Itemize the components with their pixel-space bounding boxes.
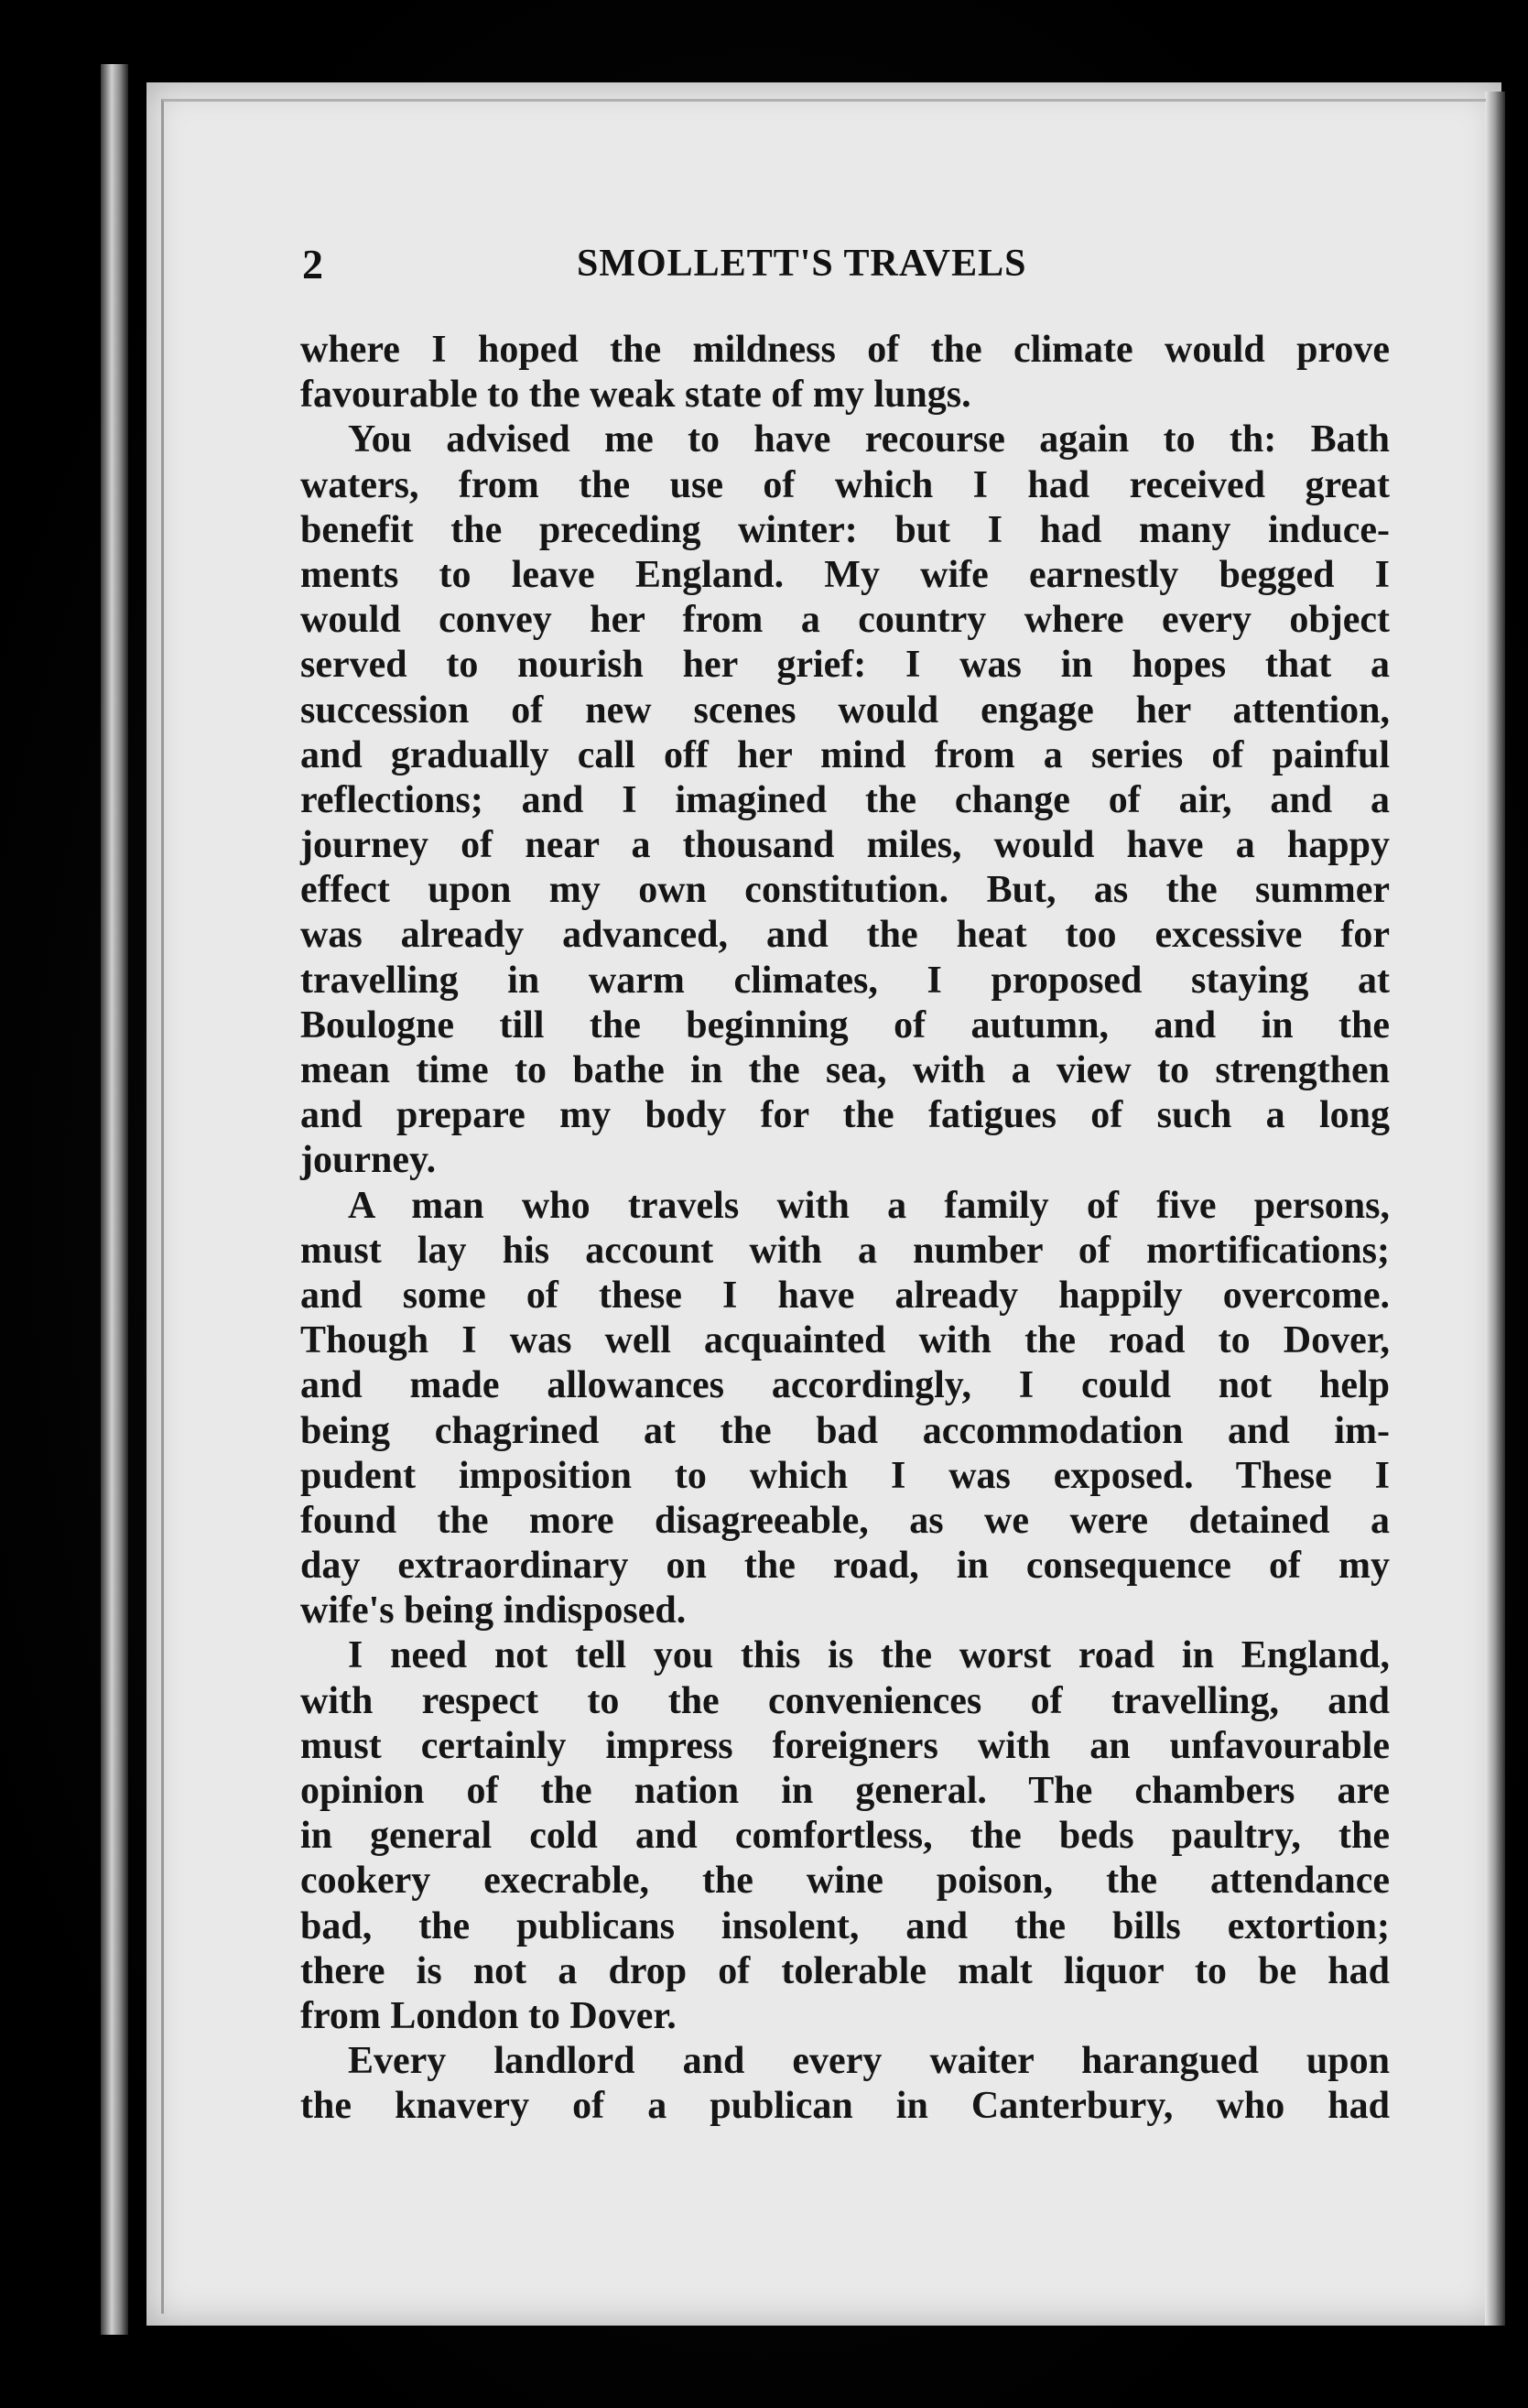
body-text bbox=[300, 328, 1390, 2130]
text-line: waters, from the use of which I had received great bbox=[300, 463, 1390, 506]
text-line: bad, the publicans insolent, and the bills extortion; bbox=[300, 1904, 1390, 1947]
text-line: from London to Dover. bbox=[300, 1994, 677, 2037]
text-line: pudent imposition to which I was exposed. These I bbox=[300, 1454, 1390, 1497]
text-line: journey. bbox=[300, 1139, 437, 1182]
paragraph bbox=[300, 2039, 1390, 2129]
text-line: was already advanced, and the heat too excessive for bbox=[300, 914, 1390, 957]
text-line: succession of new scenes would engage her attention, bbox=[300, 689, 1390, 732]
text-line: the knavery of a publican in Canterbury, who had bbox=[300, 2085, 1390, 2128]
text-line: journey of near a thousand miles, would have a happy bbox=[300, 824, 1390, 867]
text-line: being chagrined at the bad accommodation and im- bbox=[300, 1409, 1390, 1452]
text-line: favourable to the weak state of my lungs. bbox=[300, 374, 971, 417]
running-head: SMOLLETT'S TRAVELS bbox=[577, 243, 1027, 285]
text-line: and gradually call off her mind from a series of painful bbox=[300, 733, 1390, 776]
text-line: must certainly impress foreigners with an unfavourable bbox=[300, 1724, 1390, 1767]
text-line: day extraordinary on the road, in consequence of my bbox=[300, 1545, 1390, 1588]
text-line: and made allowances accordingly, I could not help bbox=[300, 1364, 1390, 1407]
text-line: You advised me to have recourse again to th: Bath bbox=[348, 418, 1390, 461]
text-line: Though I was well acquainted with the road to Dover, bbox=[300, 1319, 1390, 1362]
text-line: benefit the preceding winter: but I had many induce- bbox=[300, 508, 1390, 551]
text-line: and some of these I have already happily overcome. bbox=[300, 1274, 1390, 1317]
paragraph bbox=[300, 1184, 1390, 1634]
text-line: and prepare my body for the fatigues of such a long bbox=[300, 1094, 1390, 1137]
paragraph bbox=[300, 1633, 1390, 2039]
text-line: mean time to bathe in the sea, with a view to strengthen bbox=[300, 1049, 1390, 1091]
text-line: opinion of the nation in general. The chambers are bbox=[300, 1770, 1390, 1812]
text-line: must lay his account with a number of mortifications; bbox=[300, 1229, 1390, 1272]
text-line: cookery execrable, the wine poison, the attendance bbox=[300, 1860, 1390, 1903]
text-line: there is not a drop of tolerable malt liquor to be had bbox=[300, 1949, 1390, 1992]
page-number: 2 bbox=[302, 241, 323, 287]
text-line: effect upon my own constitution. But, as the summer bbox=[300, 869, 1390, 912]
text-line: where I hoped the mildness of the climate would prove bbox=[300, 329, 1390, 371]
paragraph bbox=[300, 328, 1390, 418]
text-line: in general cold and comfortless, the beds paultry, the bbox=[300, 1815, 1390, 1858]
text-line: found the more disagreeable, as we were detained a bbox=[300, 1499, 1390, 1542]
text-line: Boulogne till the beginning of autumn, and in the bbox=[300, 1003, 1390, 1047]
page-header bbox=[302, 240, 1387, 295]
text-line: I need not tell you this is the worst road in England, bbox=[348, 1634, 1390, 1677]
text-line: served to nourish her grief: I was in hopes that a bbox=[300, 644, 1390, 687]
text-line: would convey her from a country where every object bbox=[300, 599, 1390, 642]
paragraph bbox=[300, 418, 1390, 1183]
text-line: ments to leave England. My wife earnestly begged I bbox=[300, 553, 1390, 596]
text-line: with respect to the conveniences of travelling, and bbox=[300, 1679, 1390, 1722]
text-line: Every landlord and every waiter harangued upon bbox=[348, 2040, 1390, 2083]
text-line: reflections; and I imagined the change of air, and a bbox=[300, 778, 1390, 821]
book-spine-edge bbox=[101, 64, 128, 2335]
text-line: A man who travels with a family of five persons, bbox=[348, 1184, 1390, 1227]
text-line: travelling in warm climates, I proposed staying at bbox=[300, 959, 1390, 1002]
page-edge-right bbox=[1485, 92, 1505, 2326]
text-line: wife's being indisposed. bbox=[300, 1589, 687, 1632]
